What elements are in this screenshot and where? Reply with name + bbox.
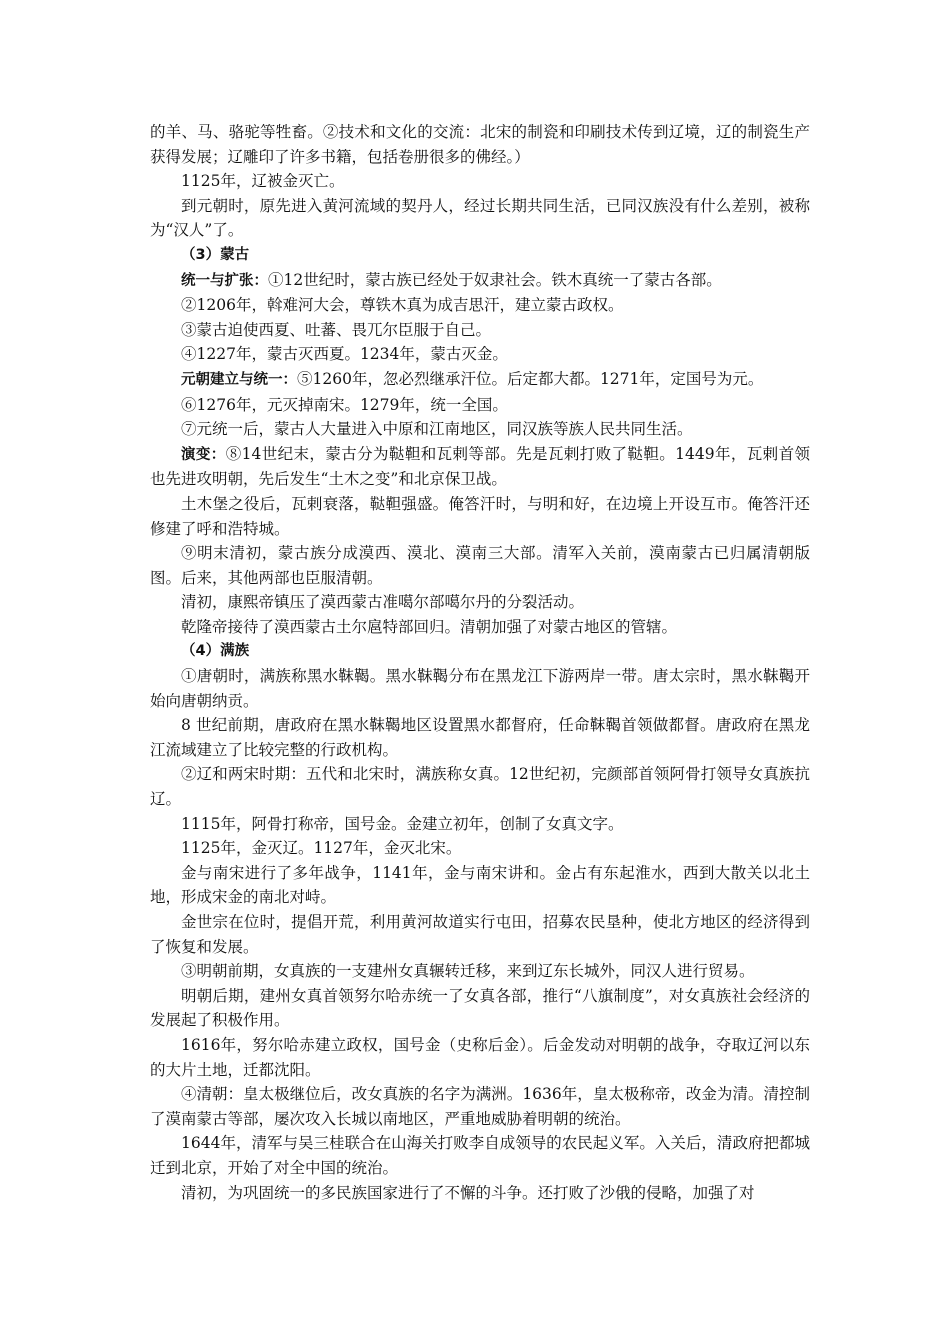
paragraph: 1125年，辽被金灭亡。 <box>181 172 345 191</box>
document-body <box>150 120 810 1205</box>
paragraph: 乾隆帝接待了漠西蒙古土尔扈特部回归。清朝加强了对蒙古地区的管辖。 <box>181 617 678 636</box>
paragraph-text: ⑤1260年，忽必烈继承汗位。后定都大都。1271年，定国号为元。 <box>297 369 764 388</box>
paragraph: ③蒙古迫使西夏、吐蕃、畏兀尔臣服于自己。 <box>181 320 492 339</box>
paragraph: ①唐朝时，满族称黑水靺鞨。黑水靺鞨分布在黑龙江下游两岸一带。唐太宗时，黑水靺鞨开始向唐朝纳贡。 <box>150 667 810 710</box>
paragraph: 1125年，金灭辽。1127年，金灭北宋。 <box>181 839 462 858</box>
paragraph: 明朝后期，建州女真首领努尔哈赤统一了女真各部，推行“八旗制度”，对女真族社会经济的发展起了积极作用。 <box>150 986 810 1030</box>
paragraph: ③明朝前期，女真族的一支建州女真辗转迁移，来到辽东长城外，同汉人进行贸易。 <box>181 962 755 981</box>
paragraph: 土木堡之役后，瓦剌衰落，鞑靼强盛。俺答汗时，与明和好，在边境上开设互市。俺答汗还修建了呼和浩特城。 <box>150 494 810 538</box>
paragraph-label: 元朝建立与统一： <box>181 371 297 388</box>
paragraph-label: 统一与扩张： <box>181 272 268 289</box>
paragraph: ⑦元统一后，蒙古人大量进入中原和江南地区，同汉族等族人民共同生活。 <box>181 420 693 439</box>
paragraph: 8 世纪前期，唐政府在黑水靺鞨地区设置黑水都督府，任命靺鞨首领做都督。唐政府在黑龙江流域建立了比较完整的行政机构。 <box>150 716 810 759</box>
paragraph-text: ⑧14世纪末，蒙古分为鞑靼和瓦剌等部。先是瓦剌打败了鞑靼。1449年，瓦剌首领也先进攻明朝，先后发生“土木之变”和北京保卫战。 <box>150 444 810 489</box>
labeled-paragraph <box>150 268 810 294</box>
paragraph: 1616年，努尔哈赤建立政权，国号金（史称后金）。后金发动对明朝的战争，夺取辽河以东的大片土地，迁都沈阳。 <box>150 1035 810 1079</box>
paragraph: 金世宗在位时，提倡开荒，利用黄河故道实行屯田，招募农民垦种，使北方地区的经济得到了恢复和发展。 <box>150 913 810 956</box>
section-heading: （4）满族 <box>181 643 250 660</box>
paragraph: 到元朝时，原先进入黄河流域的契丹人，经过长期共同生活，已同汉族没有什么差别，被称为“汉人”了。 <box>150 196 810 240</box>
paragraph: 清初，康熙帝镇压了漠西蒙古准噶尔部噶尔丹的分裂活动。 <box>181 593 585 612</box>
paragraph: 1644年，清军与吴三桂联合在山海关打败李自成领导的农民起义军。入关后，清政府把都城迁到北京，开始了对全中国的统治。 <box>150 1134 810 1177</box>
paragraph: ④1227年，蒙古灭西夏。1234年，蒙古灭金。 <box>181 345 508 364</box>
labeled-paragraph <box>150 367 810 393</box>
paragraph: 金与南宋进行了多年战争，1141年，金与南宋讲和。金占有东起淮水，西到大散关以北土地，形成宋金的南北对峙。 <box>150 863 810 907</box>
labeled-paragraph <box>150 442 810 492</box>
paragraph: ⑨明末清初，蒙古族分成漠西、漠北、漠南三大部。清军入关前，漠南蒙古已归属清朝版图。后来，其他两部也臣服清朝。 <box>150 544 810 587</box>
paragraph-label: 演变： <box>181 446 226 463</box>
section-heading: （3）蒙古 <box>181 246 250 263</box>
paragraph-text: ①12世纪时，蒙古族已经处于奴隶社会。铁木真统一了蒙古各部。 <box>268 270 722 289</box>
paragraph: ⑥1276年，元灭掉南宋。1279年，统一全国。 <box>181 395 508 414</box>
paragraph: ②1206年，斡难河大会，尊铁木真为成吉思汗，建立蒙古政权。 <box>181 296 624 315</box>
paragraph: 的羊、马、骆驼等牲畜。②技术和文化的交流：北宋的制瓷和印刷技术传到辽境，辽的制瓷生产获得发展；辽雕印了许多书籍，包括卷册很多的佛经。） <box>150 123 810 166</box>
paragraph: ②辽和两宋时期：五代和北宋时，满族称女真。12世纪初，完颜部首领阿骨打领导女真族抗辽。 <box>150 765 810 809</box>
paragraph: ④清朝：皇太极继位后，改女真族的名字为满洲。1636年，皇太极称帝，改金为清。清控制了漠南蒙古等部，屡次攻入长城以南地区，严重地威胁着明朝的统治。 <box>150 1085 810 1128</box>
paragraph: 清初，为巩固统一的多民族国家进行了不懈的斗争。还打败了沙俄的侵略，加强了对 <box>181 1183 755 1202</box>
paragraph: 1115年，阿骨打称帝，国号金。金建立初年，创制了女真文字。 <box>181 814 624 833</box>
